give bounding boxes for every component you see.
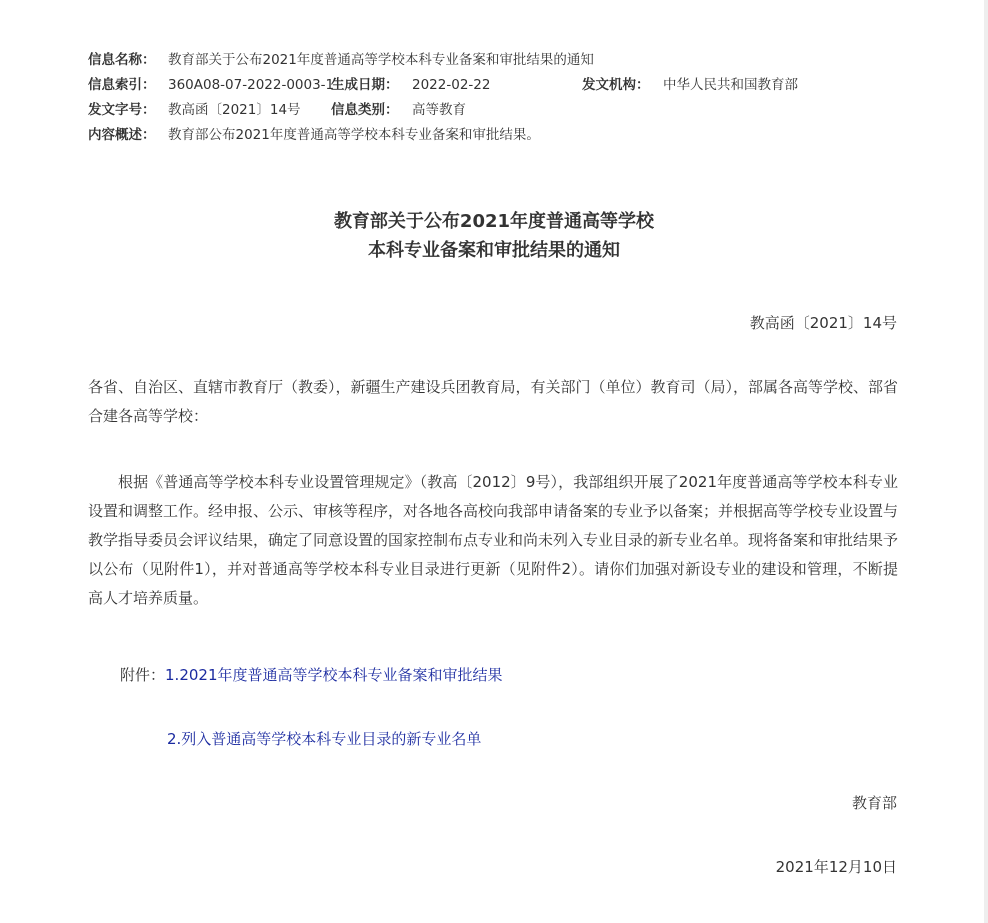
document-title-line-1: 教育部关于公布2021年度普通高等学校: [333, 211, 655, 232]
meta-docno-value: 教高函〔2021〕14号: [168, 102, 301, 118]
meta-issuer-label: 发文机构：: [582, 77, 650, 93]
signature-date: 2021年12月10日: [775, 858, 897, 876]
meta-category-label: 信息类别：: [331, 102, 399, 118]
meta-row-summary: [88, 123, 908, 148]
document-title: [0, 207, 988, 265]
meta-row-docno: [88, 98, 908, 123]
document-number: 教高函〔2021〕14号: [749, 314, 897, 332]
meta-row-index: [88, 73, 908, 98]
signature: 教育部: [851, 794, 897, 812]
meta-date-label: 生成日期：: [331, 77, 399, 93]
attachment-line-1: [120, 662, 503, 688]
meta-index-label: 信息索引：: [88, 77, 156, 93]
document-metadata: [88, 48, 908, 148]
attachment-label: 附件：: [120, 666, 166, 684]
document-title-line-2: 本科专业备案和审批结果的通知: [368, 240, 620, 261]
meta-category-value: 高等教育: [412, 102, 466, 118]
meta-index-value: 360A08-07-2022-0003-1: [168, 77, 335, 93]
meta-docno-label: 发文字号：: [88, 102, 156, 118]
attachment-link-1[interactable]: 1.2021年度普通高等学校本科专业备案和审批结果: [165, 666, 503, 684]
attachment-link-2[interactable]: 2.列入普通高等学校本科专业目录的新专业名单: [167, 730, 482, 748]
body-paragraph: 根据《普通高等学校本科专业设置管理规定》（教高〔2012〕9号），我部组织开展了2021年度普通高等学校本科专业设置和调整工作。经申报、公示、审核等程序，对各地各高校向我部申请备案的专业予以备案；并根据高等学校专业设置与教学指导委员会评议结果，确定了同意设置的国家控制布点专业和尚未列入专业目录的新专业名单。现将备案和审批结果予以公布（见附件1），并对普通高等学校本科专业目录进行更新（见附件2）。请你们加强对新设专业的建设和管理，不断提高人才培养质量。: [88, 473, 899, 607]
attachment-line-2: [167, 726, 481, 752]
meta-name-value: 教育部关于公布2021年度普通高等学校本科专业备案和审批结果的通知: [168, 52, 594, 68]
meta-name-label: 信息名称：: [88, 52, 156, 68]
page-edge-divider: [984, 0, 988, 923]
meta-date-value: 2022-02-22: [412, 77, 491, 93]
meta-issuer-value: 中华人民共和国教育部: [663, 77, 798, 93]
meta-summary-value: 教育部公布2021年度普通高等学校本科专业备案和审批结果。: [168, 127, 540, 143]
meta-summary-label: 内容概述：: [88, 127, 156, 143]
meta-row-name: [88, 48, 908, 73]
recipients-paragraph: 各省、自治区、直辖市教育厅（教委），新疆生产建设兵团教育局，有关部门（单位）教育司（局），部属各高等学校、部省合建各高等学校：: [88, 378, 899, 425]
